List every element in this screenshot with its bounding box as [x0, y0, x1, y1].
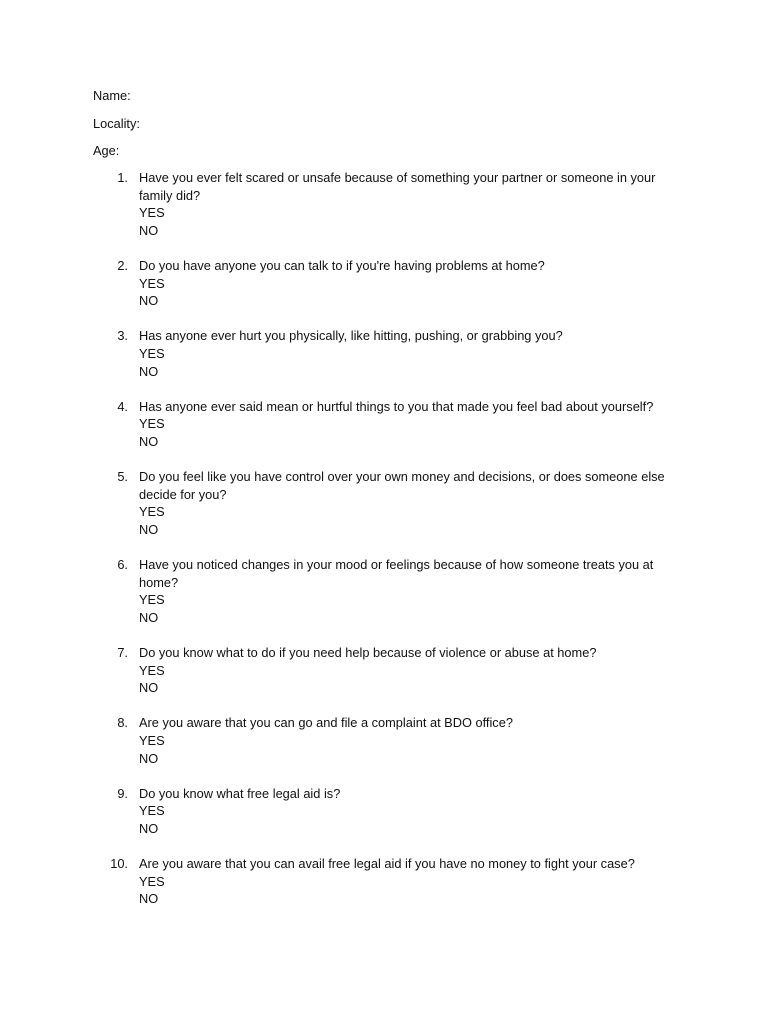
question-text: Are you aware that you can avail free legal aid if you have no money to fight your case?	[139, 856, 635, 872]
answer-option-no: NO	[139, 891, 159, 907]
question-number: 10.	[110, 856, 128, 872]
answer-option-yes: YES	[139, 504, 165, 520]
answer-option-no: NO	[139, 293, 159, 309]
answer-option-no: NO	[139, 363, 159, 379]
answer-option-yes: YES	[139, 205, 165, 221]
question-number: 4.	[117, 398, 128, 414]
answer-option-no: NO	[139, 820, 159, 836]
answer-option-no: NO	[139, 680, 159, 696]
answer-option-yes: YES	[139, 733, 165, 748]
question-text: Do you have anyone you can talk to if you're having problems at home?	[139, 257, 545, 273]
question-item	[0, 169, 679, 239]
question-text: Has anyone ever hurt you physically, like hitting, pushing, or grabbing you?	[139, 328, 563, 344]
question-item	[0, 785, 679, 838]
question-number: 8.	[117, 715, 128, 731]
answer-option-no: NO	[139, 222, 159, 238]
answer-option-no: NO	[139, 750, 159, 766]
question-text: Have you noticed changes in your mood or feelings because of how someone treats you at home?	[139, 557, 654, 590]
question-number: 1.	[117, 170, 128, 185]
answer-option-no: NO	[139, 521, 159, 537]
question-item	[0, 714, 679, 767]
question-text: Are you aware that you can go and file a complaint at BDO office?	[139, 715, 513, 731]
question-number: 6.	[117, 557, 128, 573]
name-label: Name:	[93, 88, 131, 103]
question-text: Do you feel like you have control over your own money and decisions, or does someone else decide for you?	[139, 469, 665, 502]
question-text: Do you know what free legal aid is?	[139, 785, 341, 801]
question-number: 5.	[117, 469, 128, 485]
question-list	[0, 169, 768, 926]
question-text: Has anyone ever said mean or hurtful things to you that made you feel bad about yourself?	[139, 398, 654, 414]
locality-label: Locality:	[93, 116, 140, 131]
question-number: 2.	[117, 257, 128, 273]
answer-option-yes: YES	[139, 592, 165, 608]
answer-option-yes: YES	[139, 662, 165, 678]
question-text: Do you know what to do if you need help because of violence or abuse at home?	[139, 645, 597, 661]
age-label: Age:	[93, 143, 120, 158]
question-item	[0, 327, 679, 380]
answer-option-yes: YES	[139, 275, 165, 291]
answer-option-yes: YES	[139, 873, 165, 889]
question-item	[0, 257, 679, 310]
question-item	[0, 556, 679, 626]
question-number: 7.	[117, 645, 128, 661]
question-number: 3.	[117, 328, 128, 344]
question-item	[0, 468, 679, 538]
question-item	[0, 644, 679, 697]
question-item	[0, 855, 679, 908]
question-item	[0, 398, 679, 451]
answer-option-no: NO	[139, 433, 159, 449]
answer-option-yes: YES	[139, 416, 165, 432]
answer-option-yes: YES	[139, 803, 165, 819]
question-number: 9.	[117, 785, 128, 801]
question-text: Have you ever felt scared or unsafe because of something your partner or someone in your family did?	[139, 170, 656, 203]
answer-option-no: NO	[139, 609, 159, 625]
answer-option-yes: YES	[139, 345, 165, 361]
